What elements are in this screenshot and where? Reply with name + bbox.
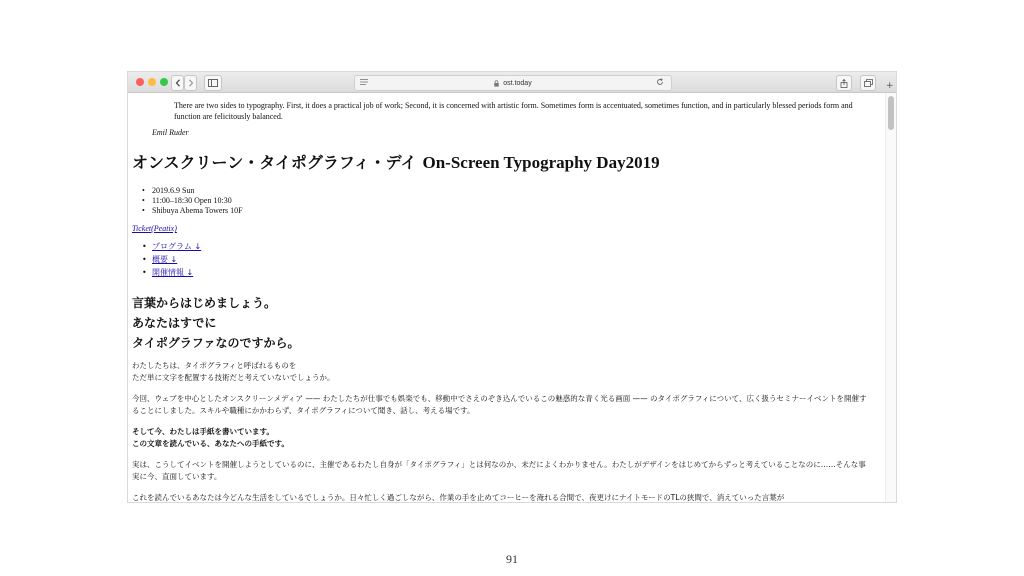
- event-venue: • Shibuya Abema Towers 10F: [152, 206, 243, 216]
- browser-window: [128, 72, 896, 502]
- page-title-english: On-Screen Typography Day2019: [422, 153, 660, 172]
- event-info-list: [152, 186, 243, 216]
- share-icon: [840, 79, 848, 88]
- heading-line: 言葉からはじめましょう。: [132, 296, 277, 310]
- sidebar-toggle-button[interactable]: [204, 75, 222, 91]
- program-link[interactable]: プログラム ↓: [152, 242, 202, 251]
- web-page-content: [128, 93, 886, 502]
- share-button[interactable]: [836, 75, 852, 91]
- overview-link[interactable]: 概要 ↓: [152, 255, 178, 264]
- browser-toolbar: [128, 72, 896, 93]
- close-window-button[interactable]: [136, 78, 144, 86]
- slide-page-number: 91: [506, 552, 518, 566]
- tabs-icon: [864, 79, 873, 87]
- lock-icon: [494, 80, 499, 87]
- event-time: • 11:00–18:30 Open 10:30: [152, 196, 243, 206]
- table-of-contents: [152, 240, 201, 279]
- toc-item-overview: [152, 253, 201, 266]
- event-date: • 2019.6.9 Sun: [152, 186, 243, 196]
- address-bar[interactable]: [354, 75, 672, 91]
- paragraph-bold: そして今、わたしは手紙を書いています。 この文章を読んでいる、あなたへの手紙です。: [132, 427, 289, 448]
- page-title-japanese: オンスクリーン・タイポグラフィ・デイ: [132, 153, 417, 172]
- paragraph: わたしたちは、タイポグラフィと呼ばれるものを ただ単に文字を配置する技術だと考えていないでしょうか。: [132, 361, 335, 382]
- ticket-link[interactable]: Ticket(Peatix): [132, 224, 177, 233]
- heading-line: あなたはすでに: [132, 316, 217, 330]
- tabs-overview-button[interactable]: [860, 75, 876, 91]
- toc-item-info: [152, 266, 201, 279]
- zoom-window-button[interactable]: [160, 78, 168, 86]
- forward-button[interactable]: [184, 75, 197, 91]
- chevron-left-icon: [175, 79, 181, 87]
- url-text: ost.today: [503, 79, 532, 87]
- scrollbar-thumb[interactable]: [888, 96, 894, 130]
- reload-icon[interactable]: [656, 78, 664, 86]
- heading-line: タイポグラファなのですから。: [132, 336, 300, 350]
- page-title: [132, 150, 660, 173]
- paragraph: これを読んでいるあなたは今どんな生活をしているでしょうか。日々忙しく過ごしながら、作業の手を止めてコーヒーを淹れる合間で、夜更けにナイトモードのTLの狭間で、消えていった言葉が: [132, 493, 785, 502]
- sidebar-icon: [208, 79, 218, 87]
- minimize-window-button[interactable]: [148, 78, 156, 86]
- paragraph: 今回、ウェブを中心としたオンスクリーンメディア —— わたしたちが仕事でも娯楽でも、移動中でさえのぞき込んでいるこの魅惑的な青く光る画面 —— のタイポグラフィについて、広く扱うセミナーイベントを開催することにしました。スキルや職種にかかわらず、タイポグラフィについて聞き、話し、考える場です。: [132, 394, 867, 415]
- section-heading: [132, 293, 300, 353]
- reader-view-icon[interactable]: [360, 79, 368, 85]
- vertical-scrollbar[interactable]: [885, 93, 896, 502]
- paragraph: 実は、こうしてイベントを開催しようとしているのに、主催であるわたし自身が「タイポグラフィ」とは何なのか、未だによくわかりません。わたしがデザインをはじめてからずっと考えていることなのに……そんな事実に今、直面しています。: [132, 460, 866, 481]
- epigraph-quote: There are two sides to typography. First, it does a practical job of work; Second, it is concerned with artistic form. Sometimes form is accentuated, sometimes function, and in particularly blessed periods form and function are felicitously balanced.: [174, 101, 853, 121]
- back-button[interactable]: [171, 75, 184, 91]
- toc-item-program: [152, 240, 201, 253]
- new-tab-icon[interactable]: +: [886, 81, 894, 91]
- epigraph-author: Emil Ruder: [152, 128, 189, 137]
- event-info-link[interactable]: 開催情報 ↓: [152, 268, 194, 277]
- chevron-right-icon: [188, 79, 194, 87]
